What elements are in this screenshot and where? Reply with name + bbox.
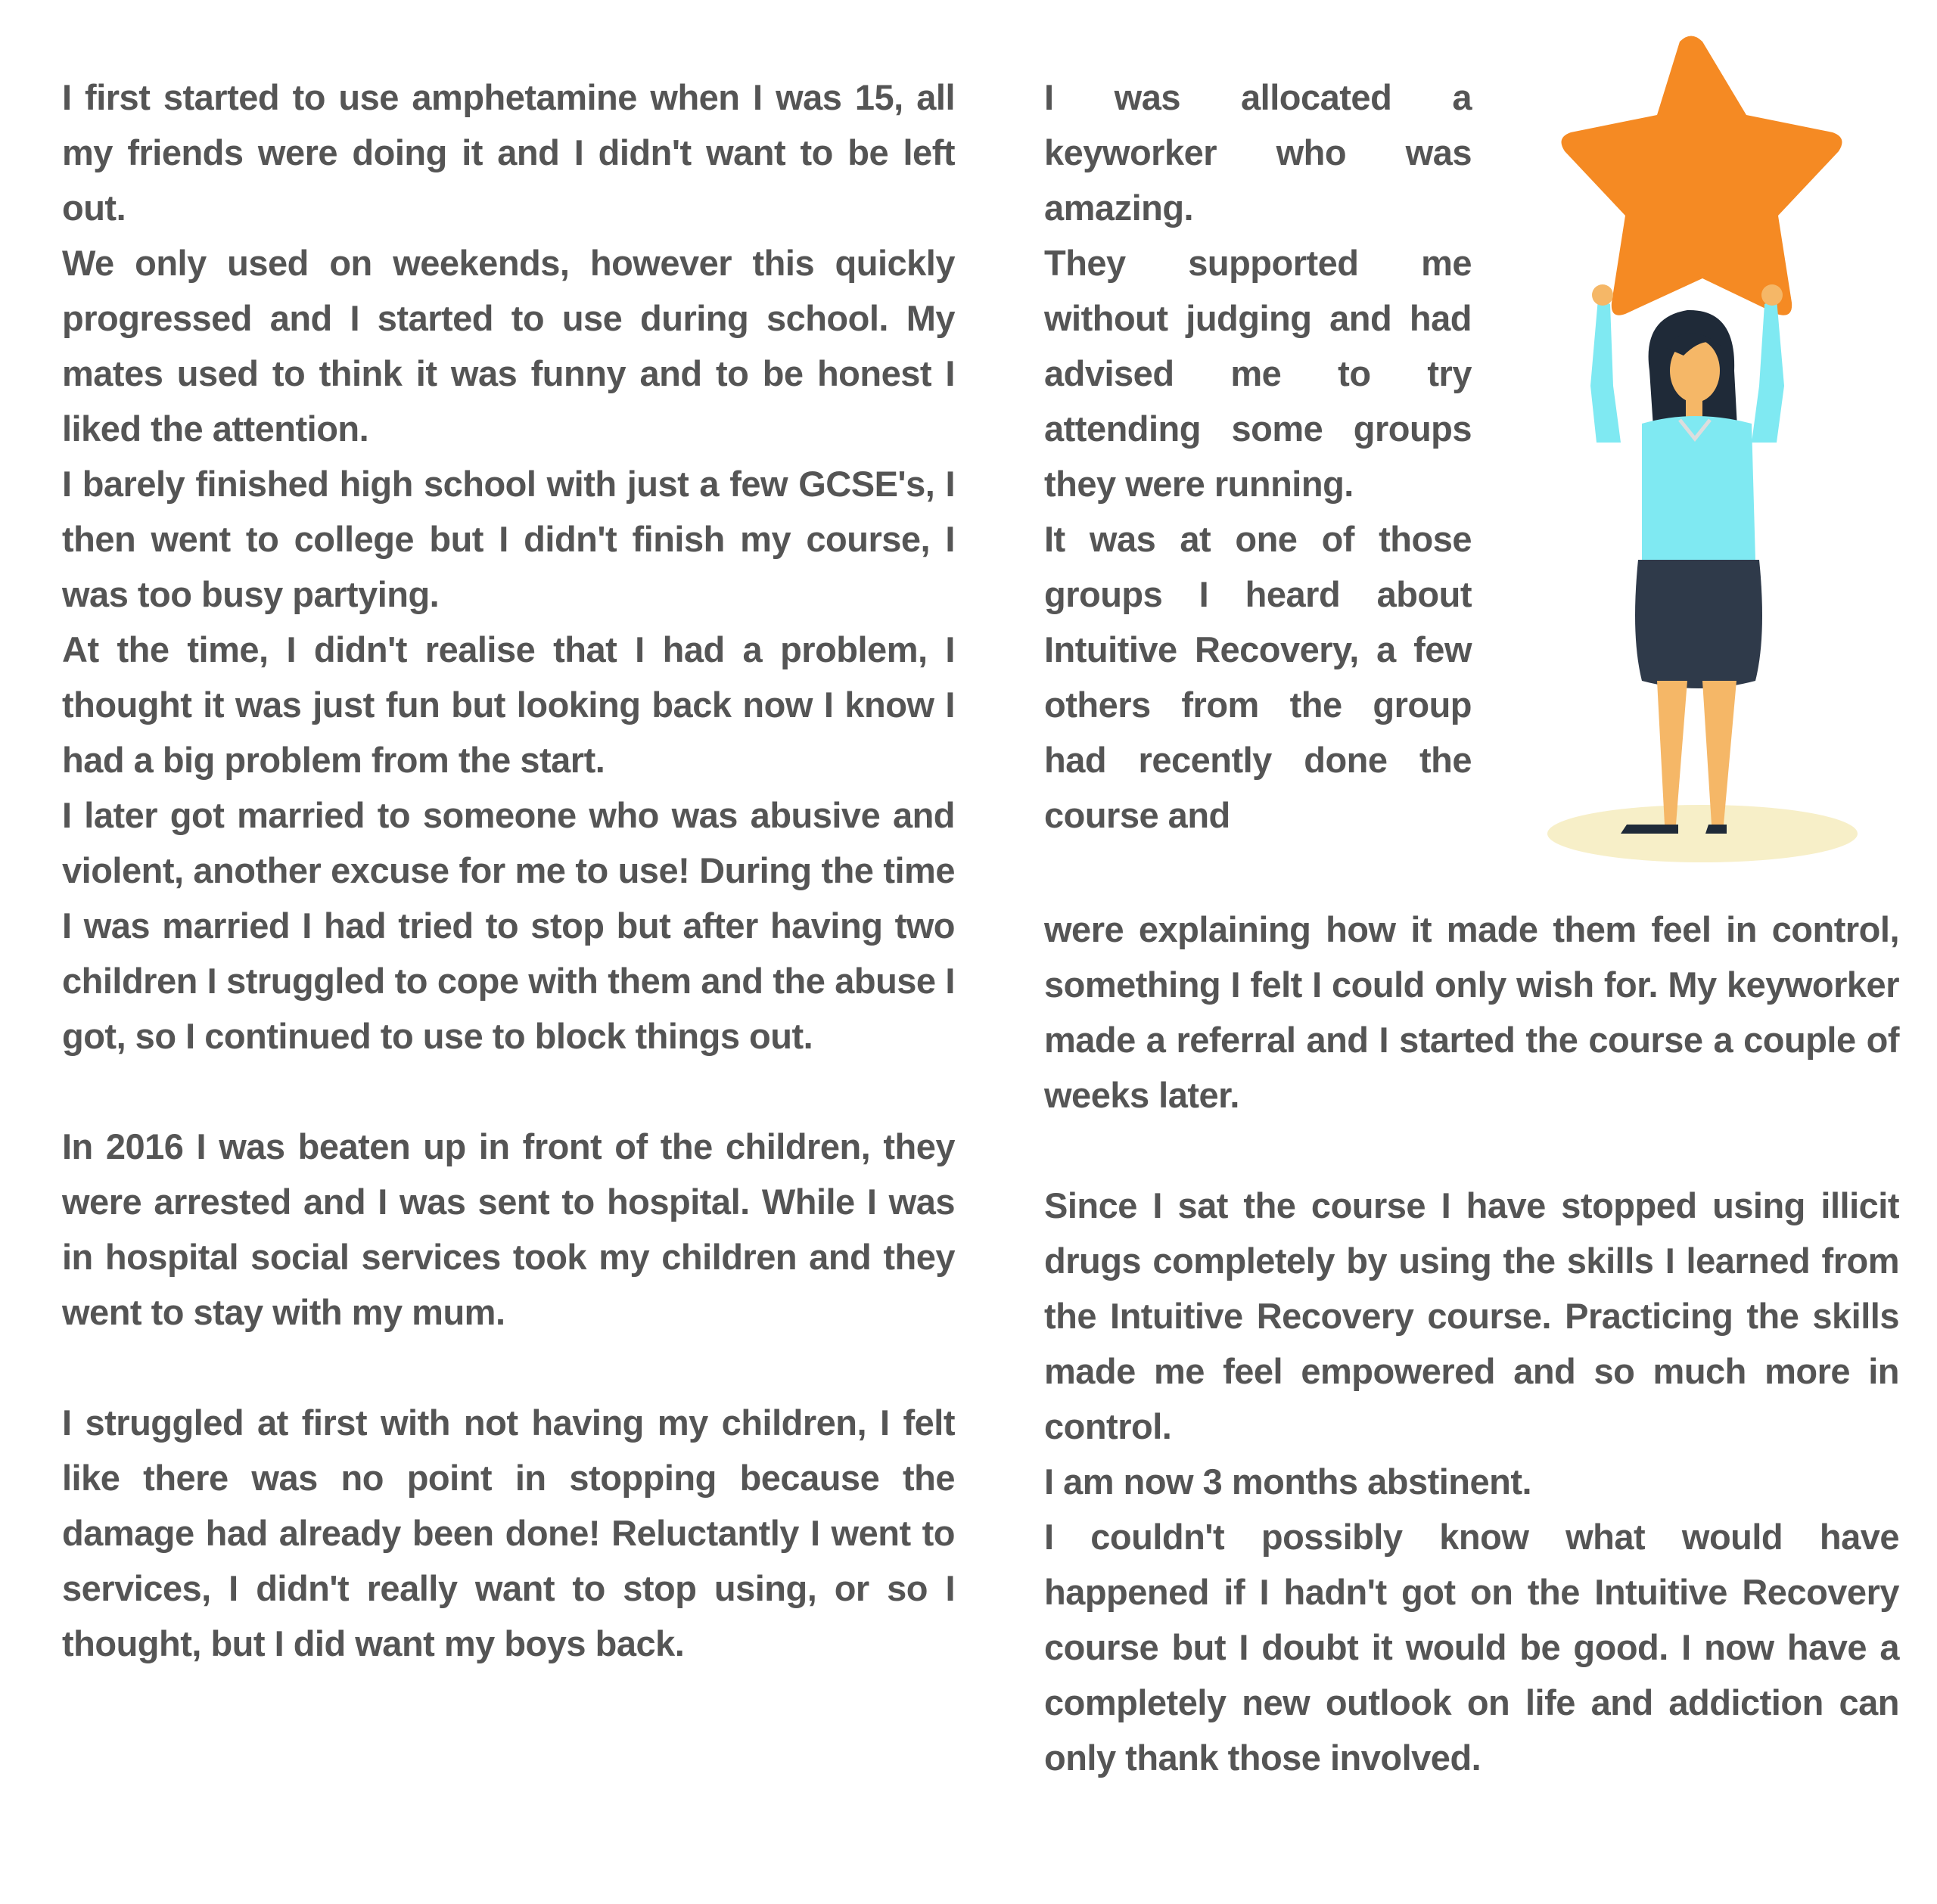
paragraph-spacer [62,1064,955,1119]
right-column-bottom [1044,902,1899,1785]
right-leg [1702,681,1736,825]
ground-shadow [1547,805,1858,862]
right-paragraph-5: I am now 3 months abstinent. [1044,1461,1532,1502]
right-paragraph-4: Since I sat the course I have stopped using illicit drugs completely by using the skills I learned from the Intuitive Recovery course. Practicing the skills made me feel empowered and so much more in control. [1044,1185,1899,1446]
woman-holding-star-icon [1536,30,1869,870]
left-paragraph-1: I first started to use amphetamine when I was 15, all my friends were doing it and I didn't want to be left out. [62,77,955,228]
left-shoe [1621,825,1678,834]
left-column [62,70,955,1671]
shirt [1642,416,1755,560]
left-paragraph-6: In 2016 I was beaten up in front of the children, they were arrested and I was sent to hospital. While I was in hospital social services took my children and they went to stay with my mum. [62,1126,955,1332]
skirt [1635,560,1762,688]
left-paragraph-7: I struggled at first with not having my children, I felt like there was no point in stopping because the damage had already been done! Reluctantly I went to services, I didn't really want to stop using, or so I thought, but I did want my boys back. [62,1402,955,1663]
right-paragraph-1: I was allocated a keyworker who was amazing. [1044,77,1472,228]
right-paragraph-2: They supported me without judging and had advised me to try attending some groups they were running. [1044,243,1472,504]
right-column-top [1044,70,1472,843]
left-arm [1590,299,1621,443]
right-arm [1752,299,1784,443]
left-leg [1657,681,1687,825]
paragraph-spacer [62,1340,955,1395]
paragraph-spacer [1044,1123,1899,1178]
left-paragraph-5: I later got married to someone who was abusive and violent, another excuse for me to use! During the time I was married I had tried to stop but after having two children I struggled to cope with them and the abuse I got, so I continued to use to block things out. [62,795,955,1056]
left-paragraph-2: We only used on weekends, however this quickly progressed and I started to use during school. My mates used to think it was funny and to be honest I liked the attention. [62,243,955,449]
right-shoe [1705,825,1727,834]
star-icon [1562,36,1842,315]
right-paragraph-3-bottom: were explaining how it made them feel in control, something I felt I could only wish for. My keyworker made a referral and I started the course a couple of weeks later. [1044,909,1899,1115]
right-paragraph-3-top: It was at one of those groups I heard about Intuitive Recovery, a few others from the group had recently done the course and [1044,519,1472,835]
left-paragraph-3: I barely finished high school with just a few GCSE's, I then went to college but I didn't finish my course, I was too busy partying. [62,464,955,614]
right-paragraph-6: I couldn't possibly know what would have happened if I hadn't got on the Intuitive Recovery course but I doubt it would be good. I now have a completely new outlook on life and addiction can only thank those involved. [1044,1517,1899,1778]
left-paragraph-4: At the time, I didn't realise that I had a problem, I thought it was just fun but looking back now I know I had a big problem from the start. [62,629,955,780]
